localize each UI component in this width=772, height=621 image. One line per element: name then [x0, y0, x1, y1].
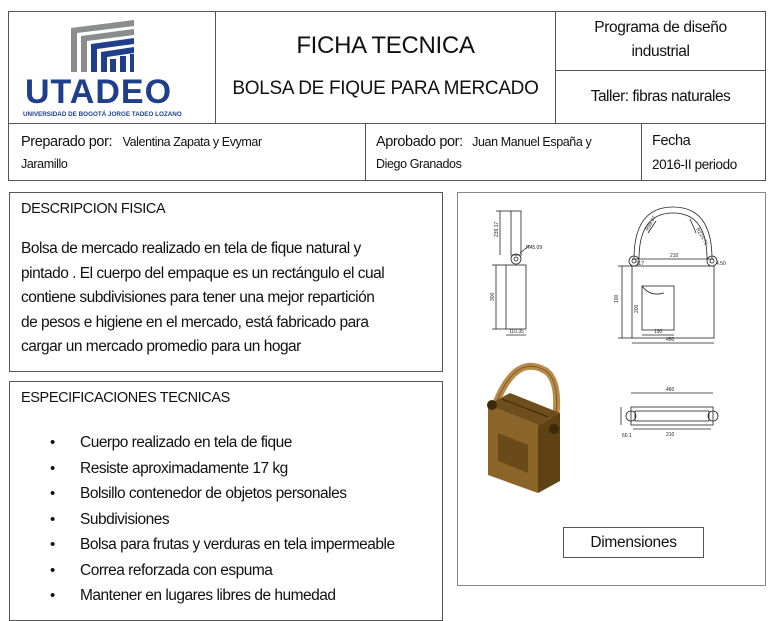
dim-label: 190: [654, 329, 663, 335]
description-line: Bolsa de mercado realizado en tela de fique natural y: [21, 240, 361, 257]
logo-subtitle: UNIVERSIDAD DE BOGOTÁ JORGE TADEO LOZANO: [23, 111, 182, 118]
dim-label: R214.71: [694, 227, 709, 247]
spec-item: • Correa reforzada con espuma: [50, 558, 395, 584]
top-view-drawing: [621, 393, 718, 429]
dim-label: R89.67: [644, 215, 658, 232]
spec-item: • Bolsa para frutas y verduras en tela impermeable: [50, 532, 395, 558]
dim-label: 210: [666, 432, 675, 438]
spec-item: • Mantener en lugares libres de humedad: [50, 583, 395, 609]
specifications-list: [50, 430, 395, 609]
dimensions-caption: [563, 527, 704, 558]
dimensions-label: Dimensiones: [590, 533, 677, 551]
page-title: FICHA TECNICA: [296, 32, 475, 59]
prepared-row: [21, 133, 262, 151]
description-heading: DESCRIPCION FISICA: [21, 201, 166, 217]
spec-item: • Cuerpo realizado en tela de fique: [50, 430, 395, 456]
dim-label: 239.17: [494, 221, 500, 237]
workshop-label: Taller: fibras naturales: [590, 88, 731, 105]
description-line: de pesos e higiene en el mercado, está fabricado para: [21, 313, 369, 331]
dim-label: 450: [666, 337, 675, 343]
program-cell: [555, 11, 766, 71]
dim-label: 300: [490, 292, 496, 301]
dim-label: 60.1: [622, 433, 632, 439]
dim-label: 460: [666, 387, 675, 393]
date-cell: [641, 123, 766, 181]
front-view-drawing: [618, 207, 717, 343]
description-line: pintado . El cuerpo del empaque es un rectángulo el cual: [21, 264, 385, 282]
program-line-1: Programa de diseño: [594, 19, 727, 36]
date-label: Fecha: [652, 133, 691, 149]
prepared-by-cell: [8, 123, 366, 181]
logo-brand: UTADEO: [25, 73, 173, 111]
specifications-panel: [9, 381, 443, 621]
spec-item: • Subdivisiones: [50, 507, 395, 533]
approved-row: [376, 133, 591, 151]
title-cell: [215, 11, 556, 124]
dim-label: 200: [634, 304, 640, 313]
dim-label: 4.50: [716, 261, 726, 267]
spec-item: • Resiste aproximadamente 17 kg: [50, 456, 395, 482]
description-line: contiene subdivisiones para tener una mejor repartición: [21, 289, 375, 306]
prepared-value-2: Jaramillo: [21, 157, 68, 171]
spec-item: • Bolsillo contenedor de objetos personales: [50, 481, 395, 507]
date-value: 2016-II periodo: [652, 157, 737, 172]
specifications-heading: ESPECIFICACIONES TECNICAS: [21, 390, 230, 406]
approved-label: Aprobado por:: [376, 134, 463, 150]
approved-by-cell: [365, 123, 642, 181]
dim-label: 100: [614, 294, 620, 303]
description-panel: [9, 192, 443, 372]
prepared-label: Preparado por:: [21, 134, 113, 150]
description-line: cargar un mercado promedio para un hogar: [21, 338, 301, 355]
logo-cell: [8, 11, 216, 124]
logo-bars-icon: [71, 20, 134, 72]
prepared-value: Valentina Zapata y Evymar: [122, 135, 262, 149]
approved-value-2: Diego Granados: [376, 157, 462, 171]
workshop-cell: [555, 70, 766, 124]
dim-label: 210: [670, 253, 679, 259]
dim-label: 117: [636, 261, 644, 267]
dim-label: R45.09: [526, 245, 543, 251]
dim-label: 110.35: [509, 329, 524, 335]
approved-value: Juan Manuel España y: [472, 135, 592, 149]
product-name: BOLSA DE FIQUE PARA MERCADO: [232, 78, 539, 99]
bag-render-drawing: [487, 366, 560, 493]
program-line-2: industrial: [631, 43, 690, 60]
